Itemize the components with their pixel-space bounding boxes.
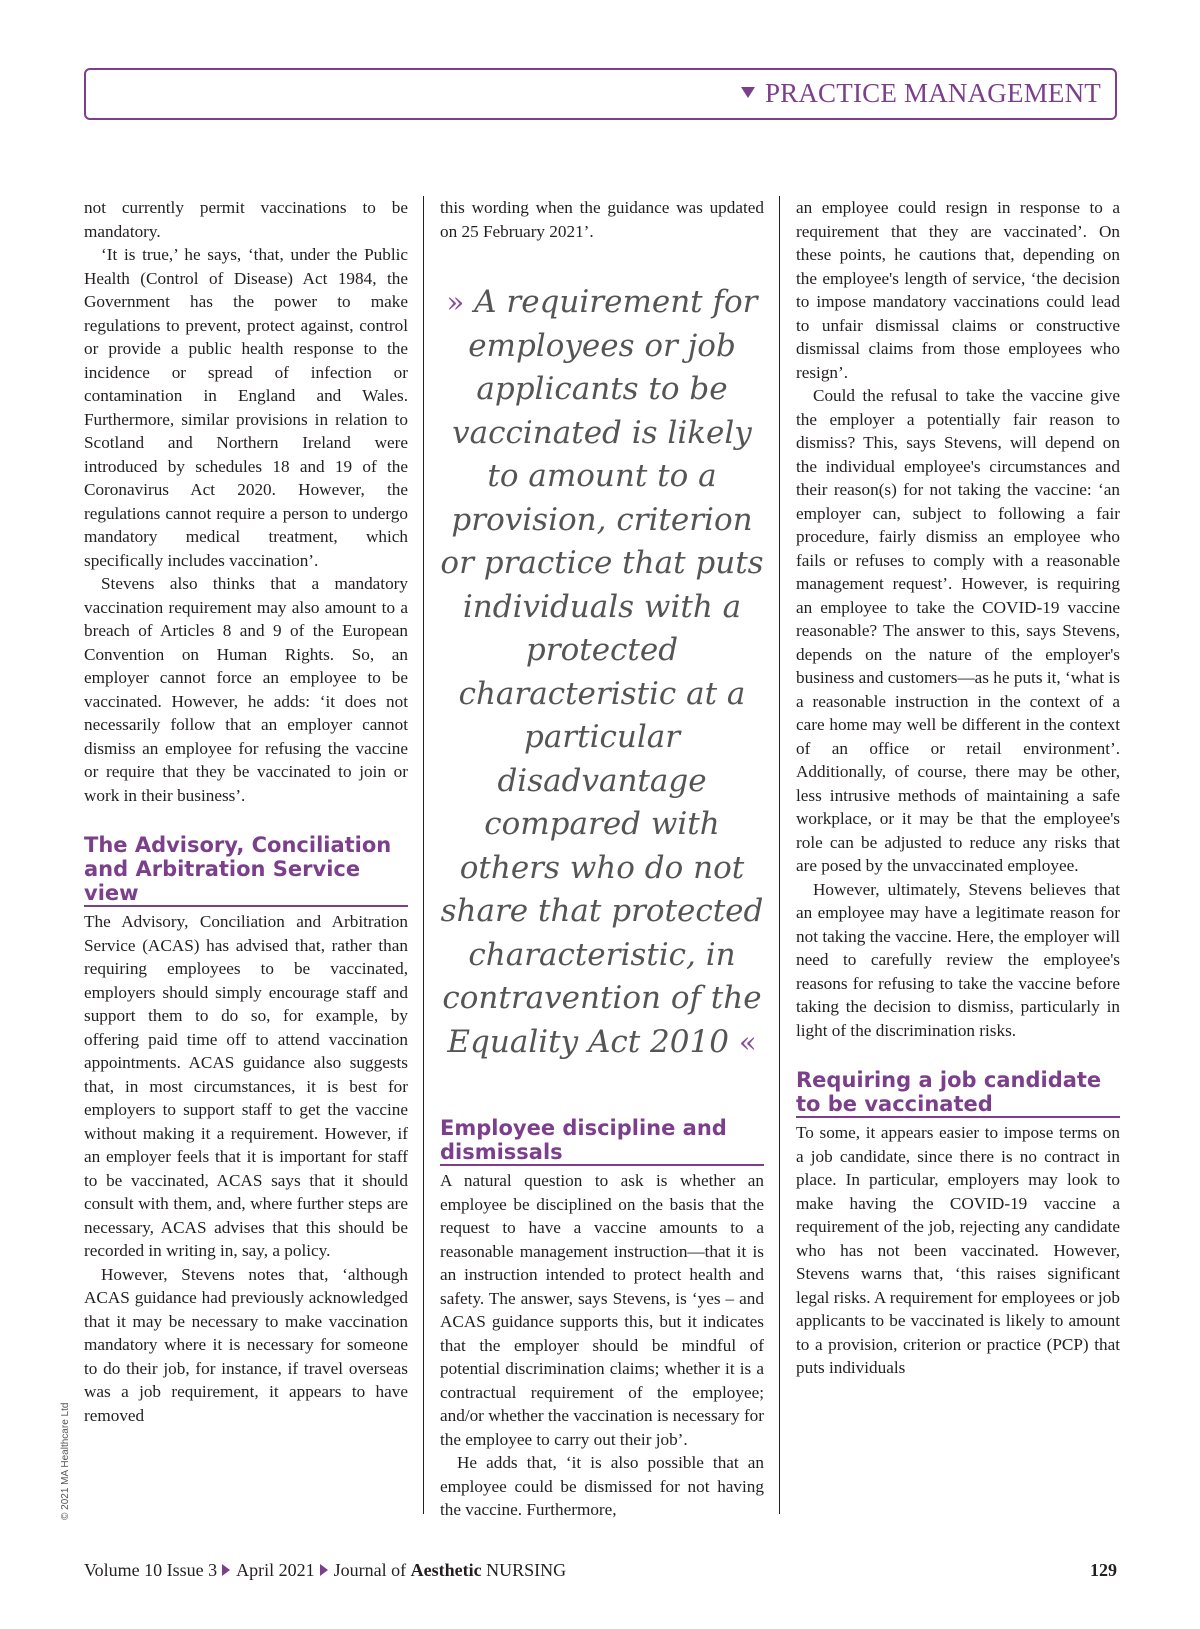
pull-quote-text: A requirement for employees or job applicants to be vaccinated is likely to amount to a provision, criterion or practice that puts individuals with a protected characteristic at a particular disadvantage compared with others who do not share that protected characteristic, in contravention of the Equality Act 2010 [440,284,764,1060]
pull-quote [440,281,764,1064]
footer [84,1560,1117,1588]
paragraph: not currently permit vaccinations to be mandatory. [84,198,408,241]
header-bar [84,68,1117,120]
section-title-text: PRACTICE MANAGEMENT [764,78,1101,108]
footer-journal-prefix: Journal of [333,1560,407,1580]
column-2 [440,196,764,1522]
paragraph: Could the refusal to take the vaccine give the employer a potentially fair reason to dismiss? This, says Stevens, will depend on the individual employee's circumstances and their reason(s) for not taking the vaccine: ‘an employer can, subject to following a fair procedure, fairly dismiss an employee who fails or refuses to comply with a reasonable management request’. However, is requiring an employee to take the COVID-19 vaccine reasonable? The answer to this, says Stevens, depends on the nature of the employer's business and customers—as he puts it, ‘what is a reasonable instruction in the context of a care home may well be different in the context of an office or retail environment’. Additionally, of course, there may be other, less intrusive methods of maintaining a safe workplace, or it may be that the employee's role can be adjusted to reduce any risks that are posed by the unvaccinated employee. [796,386,1120,875]
paragraph: ‘It is true,’ he says, ‘that, under the Public Health (Control of Disease) Act 1984, the Government has the power to make regulations to prevent, protect against, control or provide a public health response to the incidence or spread of infection or contamination in England and Wales. Furthermore, similar provisions in relation to Scotland and Northern Ireland were introduced by schedules 18 and 19 of the Coronavirus Act 2020. However, the regulations cannot require a person to undergo mandatory medical treatment, which specifically includes vaccination’. [84,245,408,570]
triangle-down-icon [741,87,755,98]
subheading: Requiring a job candidate to be vaccinated [796,1068,1120,1118]
paragraph: However, ultimately, Stevens believes that an employee may have a legitimate reason for not taking the vaccine. Here, the employer will need to carefully review the employee's reasons for refusing to take the vaccine before taking the decision to dismiss, particularly in light of the discrimination risks. [796,879,1120,1040]
paragraph: To some, it appears easier to impose terms on a job candidate, since there is no contract in place. In particular, employers may look to make having the COVID-19 vaccine a requirement of the job, rejecting any candidate who has not been vaccinated. However, Stevens warns that, ‘this raises significant legal risks. A requirement for employees or job applicants to be vaccinated is likely to amount to a provision, criterion or practice (PCP) that puts individuals [796,1123,1120,1377]
paragraph: A natural question to ask is whether an employee be disciplined on the basis that the request to have a vaccine amounts to a reasonable management instruction—that it is an instruction intended to protect health and safety. The answer, says Stevens, is ‘yes – and ACAS guidance supports this, but it indicates that the employer should be mindful of potential discrimination claims; whether it is a contractual requirement of the employee; and/or whether the vaccination is necessary for the employee to carry out their job’. [440,1171,764,1449]
triangle-right-icon [320,1564,328,1576]
footer-citation [84,1560,566,1581]
triangle-right-icon [222,1564,230,1576]
paragraph: However, Stevens notes that, ‘although ACAS guidance had previously acknowledged that it may be necessary to make vaccination mandatory where it is necessary for someone to do their job, for instance, if travel overseas was a job requirement, it appears to have removed [84,1264,408,1425]
page-number: 129 [1090,1560,1117,1580]
quote-close-icon: « [738,1024,757,1059]
subheading: Employee discipline and dismissals [440,1116,764,1166]
column-divider [423,196,424,1514]
quote-open-icon: » [446,285,465,319]
paragraph: Stevens also thinks that a mandatory vaccination requirement may also amount to a breach of Articles 8 and 9 of the European Convention on Human Rights. So, an employer cannot force an employee to be vaccinated. However, he adds: ‘it does not necessarily follow that an employer cannot dismiss an employee for refusing the vaccine or require that they be vaccinated to join or work in their business’. [84,574,408,805]
subheading: The Advisory, Conciliation and Arbitration Service view [84,833,408,907]
paragraph: an employee could resign in response to a requirement that they are vaccinated’. On these points, he cautions that, depending on the employee's length of service, ‘the decision to impose mandatory vaccinations could lead to unfair dismissal claims or constructive dismissal claims from those employees who resign’. [796,198,1120,382]
paragraph: The Advisory, Conciliation and Arbitration Service (ACAS) has advised that, rather than requiring employees to be vaccinated, employers should simply encourage staff and support them to do so, for example, by offering paid time off to attend vaccination appointments. ACAS guidance also suggests that, in most circumstances, it is best for employers to support staff to get the vaccine without making it a requirement. However, if an employer feels that it is important for staff to be vaccinated, ACAS says that it should consult with them, and, where further steps are necessary, ACAS advises that this should be recorded in writing in, say, a policy. [84,912,408,1260]
column-1 [84,196,408,1427]
footer-volume: Volume 10 Issue 3 [84,1560,218,1580]
section-title [741,78,1101,109]
column-divider [779,196,780,1514]
paragraph: He adds that, ‘it is also possible that an employee could be dismissed for not having the vaccine. Furthermore, [440,1453,764,1519]
footer-journal-suffix: NURSING [486,1560,567,1580]
column-3 [796,196,1120,1380]
footer-journal-bold: Aesthetic [410,1560,482,1580]
copyright-notice: © 2021 MA Healthcare Ltd [60,1402,71,1520]
paragraph: this wording when the guidance was updated on 25 February 2021’. [440,198,764,241]
footer-date: April 2021 [236,1560,315,1580]
